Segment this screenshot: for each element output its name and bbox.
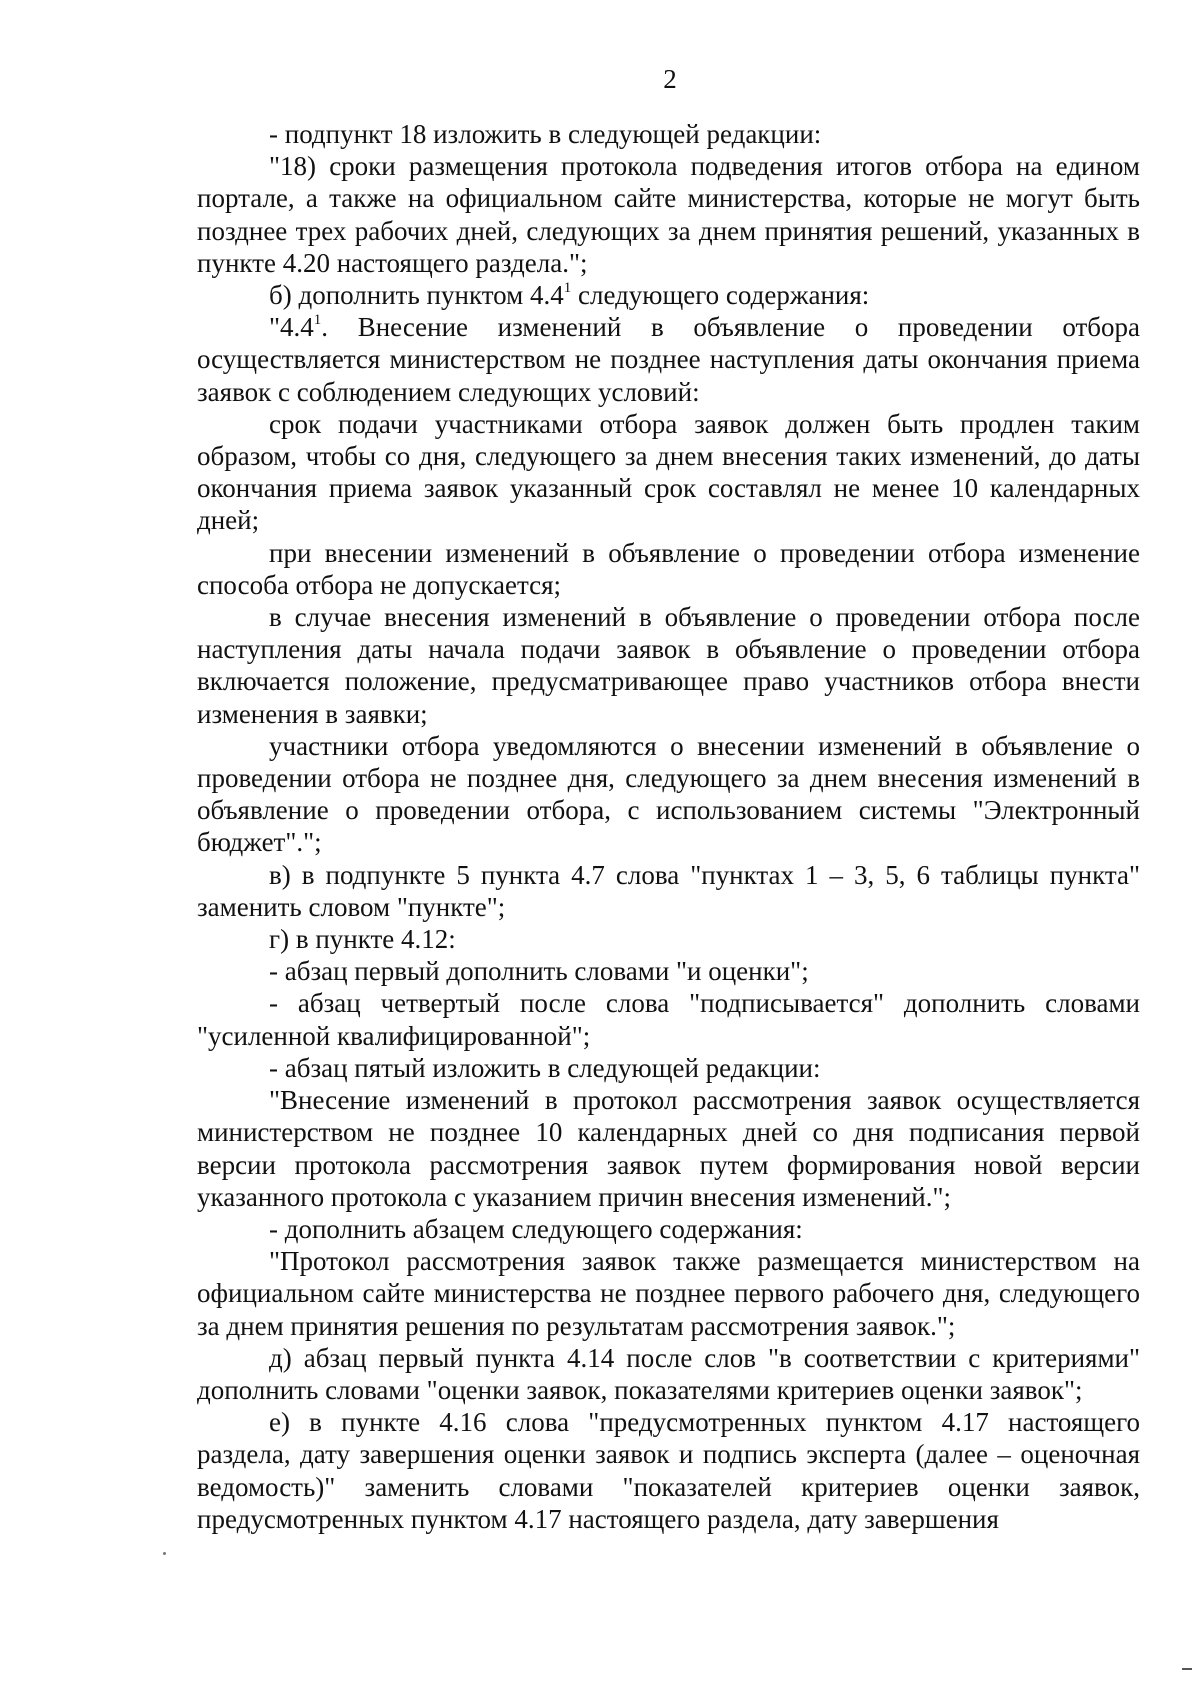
paragraph-18: е) в пункте 4.16 слова "предусмотренных пунктом 4.17 настоящего раздела, дату завершения оценки заявок и подпись эксперта (далее – оценочная ведомость)" заменить словами "показателей критериев оценки заявок, предусмотренных пунктом 4.17 настоящего раздела, дату завершения (197, 1407, 1140, 1534)
paragraph-1: - подпункт 18 изложить в следующей редакции: (269, 119, 822, 149)
paragraph-9: в) в подпункте 5 пункта 4.7 слова "пунктах 1 – 3, 5, 6 таблицы пункта" заменить словом "пункте"; (197, 859, 1140, 922)
page-number: 2 (663, 64, 677, 94)
paragraph-4-text: "4.4 (269, 312, 314, 343)
paragraph-14: "Внесение изменений в протокол рассмотрения заявок осуществляется министерством не позднее 10 календарных дней со дня подписания первой версии протокола рассмотрения заявок путем формирования новой версии указанного протокола с указанием причин внесения изменений."; (197, 1085, 1140, 1212)
paragraph-3-rest: следующего содержания: (571, 280, 870, 311)
paragraph-11: - абзац первый дополнить словами "и оценки"; (269, 956, 809, 987)
paragraph-13: - абзац пятый изложить в следующей редакции: (269, 1052, 821, 1083)
paragraph-8: участники отбора уведомляются о внесении изменений в объявление о проведении отбора не позднее дня, следующего за днем внесения изменений в объявление о проведении отбора, с использованием системы "Электронный бюджет"."; (197, 730, 1140, 858)
paragraph-16: "Протокол рассмотрения заявок также размещается министерством на официальном сайте министерства не позднее первого рабочего дня, следующего за днем принятия решения по результатам рассмотрения заявок."; (197, 1246, 1140, 1341)
paragraph-10: г) в пункте 4.12: (269, 924, 456, 955)
paragraph-2: "18) сроки размещения протокола подведения итогов отбора на едином портале, а также на официальном сайте министерства, которые не могут быть позднее трех рабочих дней, следующих за днем принятия решений, указанных в пункте 4.20 настоящего раздела."; (197, 151, 1140, 278)
paragraph-12: - абзац четвертый после слова "подписывается" дополнить словами "усиленной квалифицированной"; (197, 988, 1140, 1051)
paragraph-4-rest: . Внесение изменений в объявление о проведении отбора осуществляется министерством не позднее наступления даты окончания приема заявок с соблюдением следующих условий: (197, 312, 1140, 407)
paragraph-17: д) абзац первый пункта 4.14 после слов "в соответствии с критериями" дополнить словами "оценки заявок, показателями критериев оценки заявок"; (197, 1342, 1140, 1405)
document-body (197, 118, 1140, 1535)
paragraph-7: в случае внесения изменений в объявление о проведении отбора после наступления даты начала подачи заявок в объявление о проведении отбора включается положение, предусматривающее право участников отбора внести изменения в заявки; (197, 602, 1140, 729)
scan-edge-mark (1182, 1668, 1192, 1670)
superscript-marker: 1 (313, 312, 322, 329)
superscript-marker: 1 (563, 280, 572, 297)
paragraph-3 (197, 279, 1140, 311)
paragraph-15: - дополнить абзацем следующего содержания: (269, 1213, 803, 1244)
paragraph-4 (197, 311, 1140, 408)
paragraph-5: срок подачи участниками отбора заявок должен быть продлен таким образом, чтобы со дня, следующего за днем внесения таких изменений, до даты окончания приема заявок указанный срок составлял не менее 10 календарных дней; (197, 408, 1140, 536)
paragraph-3-text: б) дополнить пунктом 4.4 (269, 280, 564, 311)
paragraph-6: при внесении изменений в объявление о проведении отбора изменение способа отбора не допускается; (197, 537, 1140, 600)
scan-dot-mark (163, 1552, 166, 1555)
